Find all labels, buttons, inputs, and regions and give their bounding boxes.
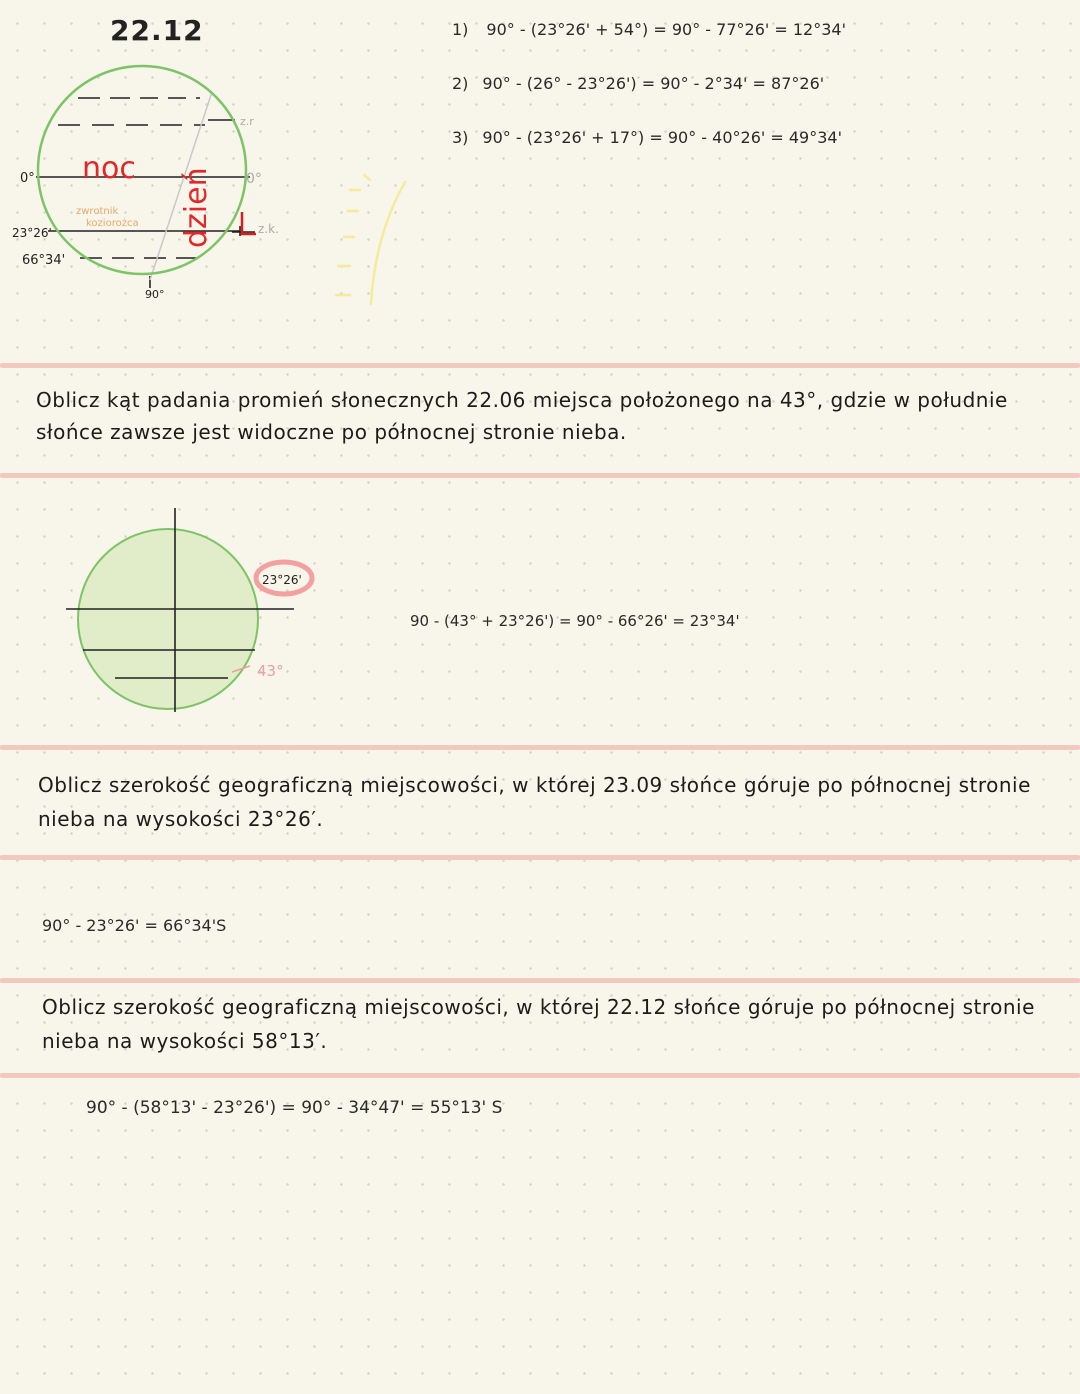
calc-expr: 90° - (26° - 23°26') = 90° - 2°34' = 87°26' bbox=[482, 74, 825, 93]
page-title: 22.12 bbox=[110, 14, 204, 47]
zwrotnik-label-1: zwrotnik bbox=[76, 206, 119, 217]
lat-90-label: 90° bbox=[145, 288, 165, 301]
zk-label: z.k. bbox=[258, 222, 279, 236]
calc-expr: 90° - (23°26' + 17°) = 90° - 40°26' = 49°34' bbox=[482, 128, 842, 147]
zr-label: z.r bbox=[240, 115, 254, 128]
angle-label: 23°26' bbox=[262, 573, 302, 587]
lat-23-label: 23°26' bbox=[12, 226, 52, 240]
lat-43-label: 43° bbox=[257, 662, 284, 680]
question-2: Oblicz szerokość geograficzną miejscowości, w której 23.09 słońce góruje po północnej stronie nieba na wysokości 23°26′. bbox=[38, 773, 1031, 831]
globe-circle-2 bbox=[78, 529, 258, 709]
answer-1: 90 - (43° + 23°26') = 90° - 66°26' = 23°34' bbox=[410, 612, 740, 630]
answer-3: 90° - (58°13' - 23°26') = 90° - 34°47' = 55°13' S bbox=[86, 1098, 503, 1118]
lat-0-label: 0° bbox=[20, 171, 35, 186]
answer-2: 90° - 23°26' = 66°34'S bbox=[42, 916, 227, 935]
divider-3 bbox=[0, 745, 1080, 750]
calc-num: 1) bbox=[452, 20, 469, 39]
zwrotnik-label-2: koziorożca bbox=[86, 218, 139, 229]
divider-5 bbox=[0, 978, 1080, 983]
calc-num: 2) bbox=[452, 74, 469, 93]
lat-66-label: 66°34' bbox=[22, 253, 66, 268]
zero-right-label: 0° bbox=[246, 171, 262, 187]
question-1: Oblicz kąt padania promień słonecznych 22.06 miejsca położonego na 43°, gdzie w południe słońce zawsze jest widoczne po północnej stronie nieba. bbox=[36, 388, 1008, 444]
dzien-label: dzień bbox=[179, 167, 214, 248]
calc-num: 3) bbox=[452, 128, 469, 147]
divider-4 bbox=[0, 855, 1080, 860]
calc-expr: 90° - (23°26' + 54°) = 90° - 77°26' = 12°34' bbox=[486, 20, 846, 39]
noc-label: noc bbox=[82, 151, 136, 186]
divider-6 bbox=[0, 1073, 1080, 1078]
question-3: Oblicz szerokość geograficzną miejscowości, w której 22.12 słońce góruje po północnej stronie nieba na wysokości 58°13′. bbox=[42, 995, 1035, 1053]
